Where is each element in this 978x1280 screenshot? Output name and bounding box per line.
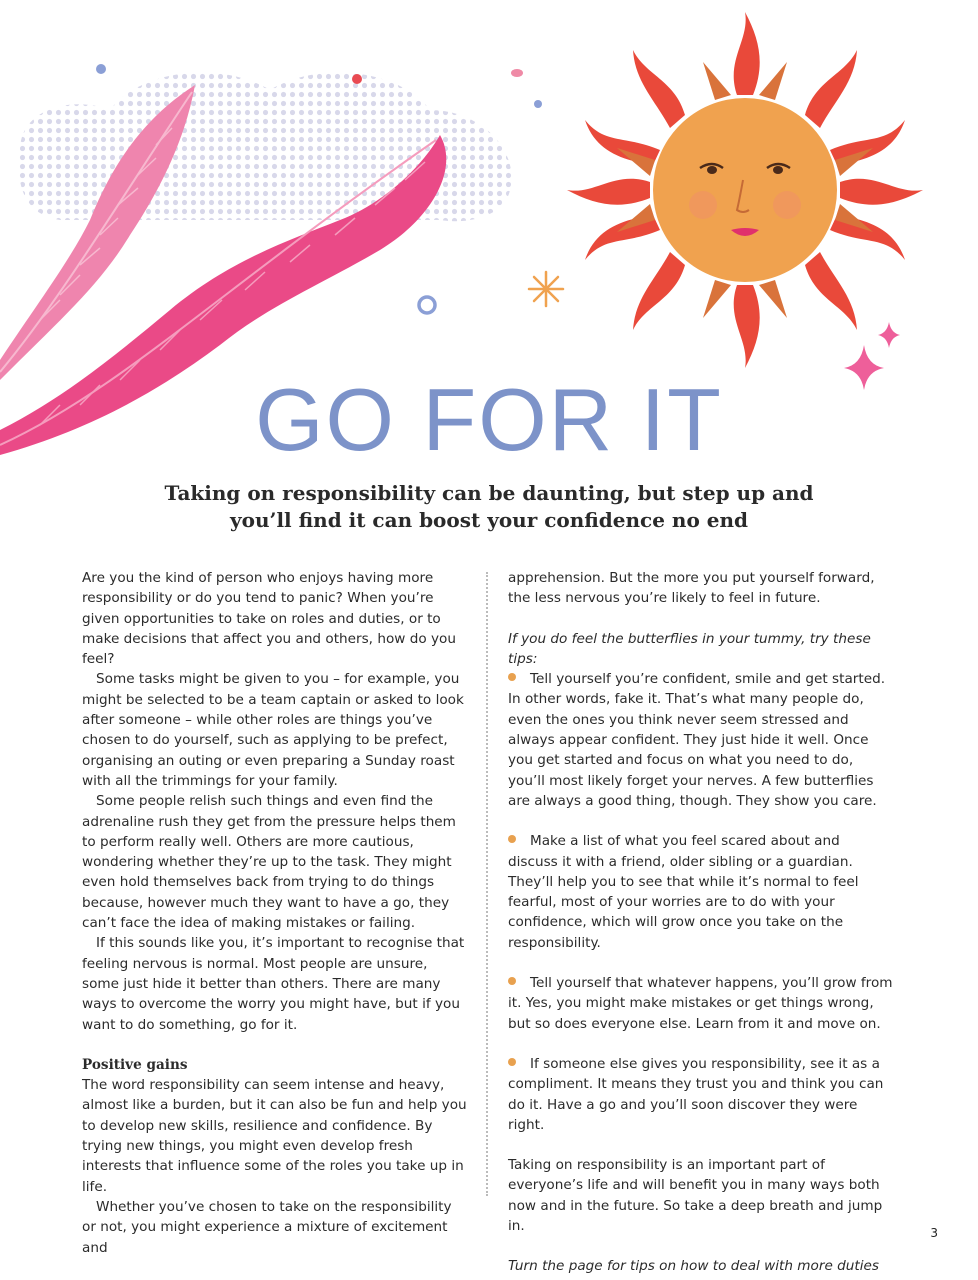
column-divider	[486, 572, 488, 1196]
closing-paragraph: Taking on responsibility is an important part of everyone’s life and will benefit you in many ways both now and in the future. So take a deep breath and jump in.	[508, 1157, 883, 1235]
body-paragraph: apprehension. But the more you put yourself forward, the less nervous you’re likely to feel in future.	[508, 570, 875, 607]
tip-text: Tell yourself you’re confident, smile and get started. In other words, fake it. That’s what many people do, even the ones you think never seem stressed and always appear confident. They just hide it well. Once you get started and focus on what you need to do, you’ll most likely forget your nerves. A few butterflies are always a good thing, though. They show you care.	[508, 671, 886, 809]
tips-intro: If you do feel the butterflies in your tummy, try these tips:	[508, 630, 871, 667]
body-paragraph: Are you the kind of person who enjoys having more responsibility or do you tend to panic? When you’re given opportunities to take on roles and duties, or to make decisions that affect you and others, how do you feel?	[82, 570, 456, 668]
decor-dot	[96, 64, 106, 74]
decor-dot	[352, 74, 362, 84]
decor-dot	[511, 69, 523, 77]
decor-dot	[534, 100, 542, 108]
tip-item	[508, 831, 893, 953]
page-subtitle: Taking on responsibility can be daunting, but step up and you’ll find it can boost your confidence no end	[164, 481, 814, 532]
bullet-dot-icon	[508, 1058, 516, 1066]
tip-text: Make a list of what you feel scared about and discuss it with a friend, older sibling or a guardian. They’ll help you to see that while it’s normal to feel fearful, most of your worries are to do with your confidence, which will grow once you take on the responsibility.	[508, 833, 859, 951]
body-paragraph: Whether you’ve chosen to take on the responsibility or not, you might experience a mixture of excitement and	[82, 1198, 452, 1256]
bullet-dot-icon	[508, 673, 516, 681]
asterisk-sparkle-icon	[529, 272, 563, 306]
body-paragraph: Some tasks might be given to you – for example, you might be selected to be a team captain or asked to look after someone – while other roles are things you’ve chosen to do yourself, such as applying to be prefect, organising an outing or even preparing a Sunday roast with all the trimmings for your family.	[82, 671, 464, 789]
tip-text: Tell yourself that whatever happens, you’ll grow from it. Yes, you might make mistakes or get things wrong, but so does everyone else. Learn from it and move on.	[508, 975, 893, 1032]
tip-item	[508, 1054, 893, 1135]
left-column	[82, 568, 467, 1258]
body-paragraph: If this sounds like you, it’s important to recognise that feeling nervous is normal. Most people are unsure, some just hide it better than others. There are many ways to overcome the worry you might have, but if you want to do something, go for it.	[82, 935, 465, 1033]
body-paragraph: Some people relish such things and even find the adrenaline rush they get from the pressure helps them to perform really well. Others are more cautious, wondering whether they’re up to the task. They might even hold themselves back from trying to do things because, however much they want to have a go, they can’t face the idea of making mistakes or failing.	[82, 793, 456, 932]
body-paragraph: The word responsibility can seem intense and heavy, almost like a burden, but it can also be fun and help you to develop new skills, resilience and confidence. By trying new things, you might even develop fresh interests that influence some of the roles you take up in life.	[82, 1077, 467, 1195]
section-heading: Positive gains	[82, 1056, 188, 1073]
tip-item	[508, 973, 893, 1034]
decor-ring	[419, 297, 435, 313]
page-title: GO FOR IT	[255, 370, 723, 469]
footer-note: Turn the page for tips on how to deal with more duties	[508, 1258, 879, 1275]
right-column	[508, 568, 893, 1277]
bullet-dot-icon	[508, 977, 516, 985]
sun-face-illustration	[567, 12, 923, 368]
tip-item	[508, 669, 893, 811]
page-number: 3	[930, 1226, 938, 1240]
tip-text: If someone else gives you responsibility, see it as a compliment. It means they trust you and think you can do it. Have a go and you’ll soon discover they were right.	[508, 1055, 884, 1133]
bullet-dot-icon	[508, 835, 516, 843]
